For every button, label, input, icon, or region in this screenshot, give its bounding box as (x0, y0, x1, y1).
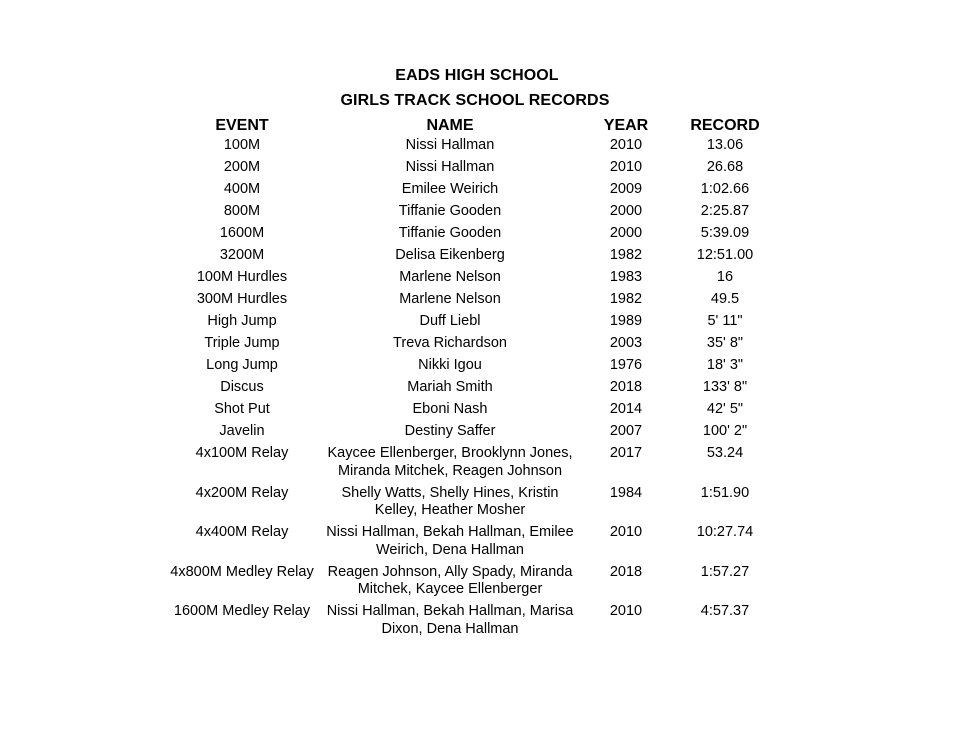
year-cell: 2018 (609, 563, 643, 580)
event-cell: 300M Hurdles (196, 291, 288, 307)
year-cell: 1984 (609, 484, 643, 501)
record-cell: 49.5 (710, 291, 740, 307)
record-cell: 10:27.74 (696, 524, 754, 540)
event-cell: 1600M (219, 225, 265, 241)
record-cell: 26.68 (706, 159, 744, 175)
record-cell: 35' 8" (706, 335, 744, 351)
name-cell (318, 564, 582, 604)
year-cell: 1982 (609, 291, 643, 307)
record-cell: 13.06 (706, 137, 744, 153)
column-header-name: NAME (426, 117, 474, 134)
name-cell (318, 603, 582, 643)
records-table (166, 116, 780, 643)
year-cell: 2010 (609, 524, 643, 540)
event-cell: Javelin (219, 423, 265, 439)
event-cell: 100M Hurdles (196, 269, 288, 285)
table-row (166, 603, 780, 643)
event-cell: 4x200M Relay (195, 484, 289, 501)
name-cell: Nissi Hallman (405, 137, 495, 153)
year-cell: 1976 (609, 357, 643, 373)
name-cell: Nissi Hallman (405, 159, 495, 175)
event-cell: Shot Put (214, 401, 270, 417)
year-cell: 1989 (609, 313, 643, 329)
name-line: Nissi Hallman, Bekah Hallman, Emilee (326, 524, 574, 540)
year-cell: 1983 (609, 269, 643, 285)
event-cell: 200M (223, 159, 261, 175)
column-header-event: EVENT (215, 117, 269, 134)
event-cell: 800M (223, 203, 261, 219)
name-cell (318, 524, 582, 564)
column-header-year: YEAR (603, 117, 649, 134)
table-row (166, 247, 780, 269)
event-cell: Discus (220, 379, 264, 395)
year-cell: 2010 (609, 137, 643, 153)
record-cell: 100' 2" (702, 423, 748, 439)
year-cell: 2000 (609, 203, 643, 219)
name-cell: Tiffanie Gooden (398, 203, 502, 219)
record-cell: 42' 5" (706, 401, 744, 417)
name-line: Kaycee Ellenberger, Brooklynn Jones, (327, 445, 573, 461)
record-cell: 1:02.66 (700, 181, 750, 197)
name-line: Reagen Johnson, Ally Spady, Miranda (327, 563, 573, 580)
event-cell: High Jump (207, 313, 277, 329)
event-cell: 1600M Medley Relay (173, 603, 311, 619)
name-cell: Tiffanie Gooden (398, 225, 502, 241)
name-line: Weirich, Dena Hallman (375, 541, 524, 558)
name-cell: Marlene Nelson (399, 269, 501, 285)
year-cell: 1982 (609, 247, 643, 263)
table-row (166, 335, 780, 357)
table-row (166, 269, 780, 291)
table-row (166, 313, 780, 335)
name-cell: Nikki Igou (418, 357, 482, 373)
record-cell: 4:57.37 (700, 603, 750, 619)
name-line: Mitchek, Kaycee Ellenberger (357, 581, 543, 597)
table-row (166, 137, 780, 159)
table-row (166, 379, 780, 401)
name-line: Nissi Hallman, Bekah Hallman, Marisa (326, 603, 574, 619)
name-cell (318, 485, 582, 525)
table-row (166, 485, 780, 525)
year-cell: 2010 (609, 159, 643, 175)
event-cell: Long Jump (206, 357, 278, 373)
name-cell: Destiny Saffer (404, 423, 496, 439)
year-cell: 2010 (609, 603, 643, 619)
record-cell: 5:39.09 (700, 225, 750, 241)
year-cell: 2018 (609, 379, 643, 395)
name-cell: Marlene Nelson (399, 291, 501, 307)
year-cell: 2014 (609, 401, 643, 417)
name-cell: Emilee Weirich (401, 181, 499, 197)
record-cell: 5' 11" (707, 313, 743, 329)
event-cell: 400M (223, 181, 261, 197)
event-cell: 100M (223, 137, 261, 153)
record-cell: 133' 8" (702, 379, 748, 395)
event-cell: 4x100M Relay (195, 445, 289, 461)
column-header-record: RECORD (690, 117, 760, 134)
record-cell: 1:51.90 (700, 484, 750, 501)
record-cell: 16 (716, 269, 734, 285)
table-row (166, 524, 780, 564)
record-cell: 2:25.87 (700, 203, 750, 219)
name-line: Kelley, Heather Mosher (374, 502, 526, 518)
school-title: EADS HIGH SCHOOL (395, 67, 559, 84)
year-cell: 2000 (609, 225, 643, 241)
name-cell: Eboni Nash (412, 401, 488, 417)
page-title: GIRLS TRACK SCHOOL RECORDS (340, 92, 610, 109)
table-row (166, 159, 780, 181)
table-row (166, 181, 780, 203)
table-row (166, 225, 780, 247)
table-row (166, 203, 780, 225)
year-cell: 2007 (609, 423, 643, 439)
year-cell: 2003 (609, 335, 643, 351)
year-cell: 2017 (609, 445, 643, 461)
table-row (166, 357, 780, 379)
table-header-row (166, 116, 780, 137)
name-cell: Delisa Eikenberg (395, 247, 505, 263)
table-row (166, 564, 780, 604)
record-cell: 53.24 (706, 445, 744, 461)
name-cell (318, 445, 582, 485)
name-line: Dixon, Dena Hallman (381, 620, 519, 637)
event-cell: 4x400M Relay (195, 524, 289, 540)
record-cell: 1:57.27 (700, 563, 750, 580)
table-row (166, 291, 780, 313)
table-row (166, 401, 780, 423)
name-cell: Duff Liebl (419, 313, 481, 329)
name-cell: Mariah Smith (407, 379, 493, 395)
record-cell: 18' 3" (706, 357, 744, 373)
name-cell: Treva Richardson (393, 335, 507, 351)
record-cell: 12:51.00 (696, 247, 754, 263)
name-line: Miranda Mitchek, Reagen Johnson (337, 462, 563, 479)
event-cell: Triple Jump (204, 335, 280, 351)
year-cell: 2009 (609, 181, 643, 197)
table-row (166, 423, 780, 445)
event-cell: 3200M (219, 247, 265, 263)
table-row (166, 445, 780, 485)
event-cell: 4x800M Medley Relay (170, 563, 314, 580)
name-line: Shelly Watts, Shelly Hines, Kristin (341, 484, 559, 501)
